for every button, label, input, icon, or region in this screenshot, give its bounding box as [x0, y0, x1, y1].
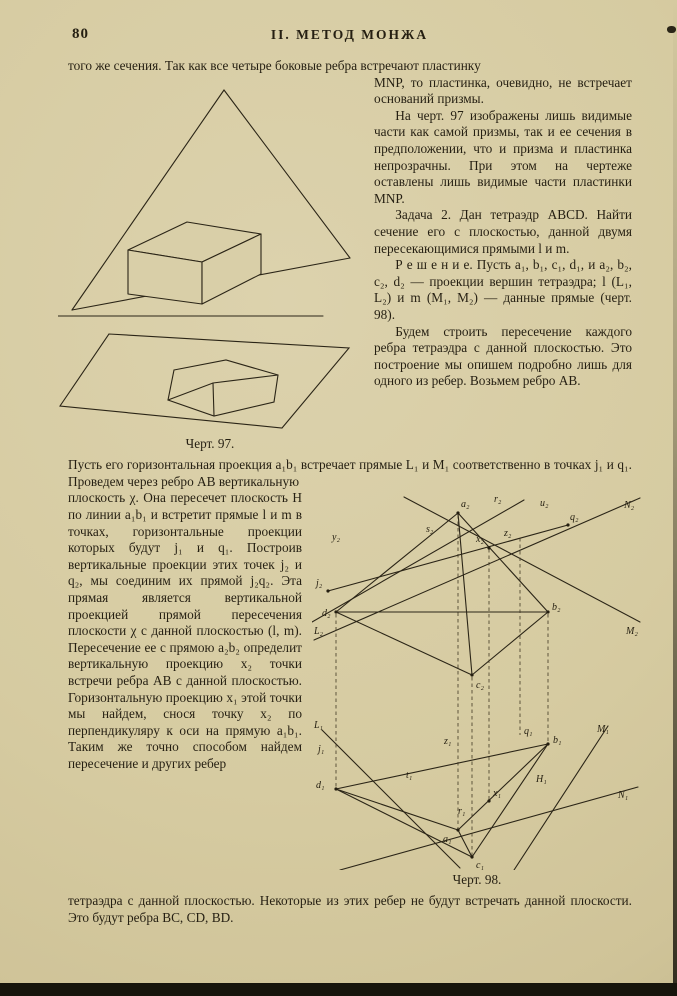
running-title: II. МЕТОД МОНЖА	[270, 27, 429, 42]
label-L1: L₁	[314, 720, 324, 732]
figure-98	[312, 492, 642, 889]
label-b1: b₁	[553, 735, 562, 747]
label-L2: L₂	[314, 626, 324, 638]
label-a1: a₁	[443, 834, 452, 846]
paragraph-fig97-description: На черт. 97 изображены лишь видимые части как самой призмы, так и ее сечения в предположении, что и призма и пластинка непрозрачны. При этом на чертеже оставлены лишь видимые части пластинки MNP.	[374, 107, 632, 206]
label-c2: c₂	[476, 680, 484, 692]
paragraph-task-2: Задача 2. Дан тетраэдр ABCD. Найти сечение его с плоскостью, данной двумя пересекающимися прямыми l и m.	[374, 207, 632, 256]
paragraph-intro: того же сечения. Так как все четыре боковые ребра встречают пластинку	[68, 58, 481, 73]
label-z2: z₂	[504, 528, 512, 540]
figure-98-caption: Черт. 98.	[452, 872, 502, 888]
section-plane	[60, 334, 349, 428]
figure-97-caption: Черт. 97.	[185, 435, 235, 451]
label-t1: t₁	[406, 770, 413, 782]
label-d1: d₁	[316, 780, 325, 792]
tetrahedron-vertical-projection	[336, 513, 548, 675]
label-y2: y₂	[332, 532, 340, 544]
label-b2: b₂	[552, 602, 561, 614]
label-j2: j₂	[316, 578, 323, 590]
label-q1: q₁	[524, 726, 533, 738]
label-a2: a₂	[461, 499, 470, 511]
label-z1: z₁	[444, 736, 452, 748]
label-r1: r₁	[458, 806, 466, 818]
page-edge-shadow-bottom	[0, 983, 677, 996]
label-u2: u₂	[540, 498, 549, 510]
label-r2: r₂	[494, 494, 502, 506]
label-M1: M₁	[597, 724, 609, 736]
paragraph-solution: Р е ш е н и е. Пусть a₁, b₁, c₁, d₁, и a₂, b₂, c₂, d₂ — проекции вершин тетраэдра; l (L₁, L₂) и m (M₁, M₂) — данные прямые (черт. 98).	[374, 257, 632, 322]
page-header	[68, 26, 631, 46]
paragraph-solution-detail: плоскость χ. Она пересечет плоскость H по линии a₁b₁ и встретит прямые l и m в точках, горизонтальные проекции которых будут j₁ и q₁. Построив вертикальные проекции этих точек j₂ и q₂, мы соединим их прямой j₂q₂. Эта прямая является вертикальной проекцией прямой пересечения плоскости χ с данной плоскостью (l, m). Пересечение ее с прямою a₂b₂ определит вертикальную проекцию x₂ точки встречи ребра AB с данной плоскостью. Горизонтальную проекцию x₁ этой точки мы найдем, снося точку x₂ по перпендикуляру к оси на прямую a₁b₁. Таким же точно способом найдем пересечение и других ребер	[68, 490, 302, 771]
label-s2: s₂	[426, 524, 434, 536]
paragraph-outro: тетраэдра с данной плоскостью. Некоторые из этих ребер не будут встречать данной плоскости. Это будут ребра BC, CD, BD.	[68, 892, 632, 925]
page-number: 80	[72, 26, 89, 42]
prism	[128, 222, 261, 304]
paragraph-construction: Будем строить пересечение каждого ребра тетраэдра с данной плоскостью. Это построение мы опишем подробно лишь для одного из ребер. Возьмем ребро AB.	[374, 323, 632, 389]
paragraph-mnp-continuation: MNP, то пластинка, очевидно, не встречает оснований призмы.	[374, 74, 632, 107]
label-d2: d₂	[322, 608, 331, 620]
page-edge-shadow-right	[673, 0, 677, 996]
figure-97-drawing	[58, 78, 362, 434]
figure-97	[58, 78, 362, 453]
label-x2: x₂	[476, 534, 484, 546]
given-lines-horizontal-projection	[322, 726, 638, 870]
label-x1: x₁	[493, 788, 501, 800]
label-N1: N₁	[618, 790, 629, 802]
point-dots	[326, 512, 569, 859]
label-N2: N₂	[624, 500, 635, 512]
label-M2: M₂	[626, 626, 638, 638]
given-lines-vertical-projection	[312, 497, 640, 640]
page-body	[68, 58, 638, 926]
section-polygon	[168, 360, 278, 416]
label-j1: j₁	[318, 744, 325, 756]
projection-connector-lines	[336, 515, 548, 857]
label-q2: q₂	[570, 512, 579, 524]
label-c1: c₁	[476, 860, 484, 871]
paragraph-mid: Пусть его горизонтальная проекция a₁b₁ встречает прямые L₁ и M₁ соответственно в точках j₁ и q₁. Проведем через ребро AB вертикальную	[68, 457, 632, 489]
label-H1: H₁	[536, 774, 547, 786]
tetrahedron-horizontal-projection	[336, 744, 548, 857]
figure-98-drawing	[312, 492, 642, 870]
